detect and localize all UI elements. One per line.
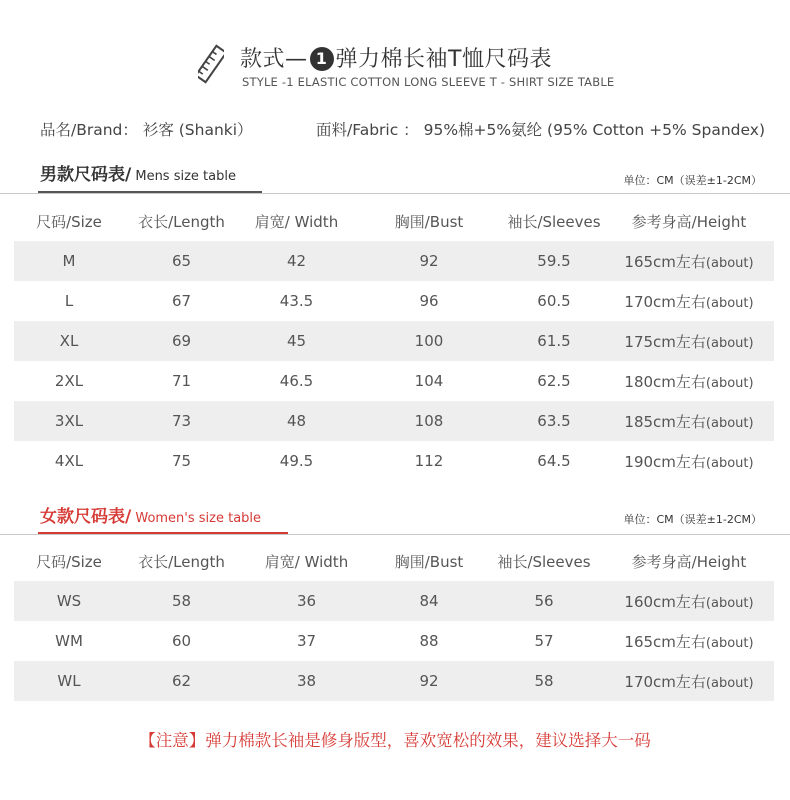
- cell-height: [604, 281, 774, 321]
- cell-width: 43.5: [279, 292, 314, 310]
- header-size: 尺码/Size: [36, 212, 102, 231]
- cell-height: [604, 661, 774, 701]
- height-value: 165cm左右: [624, 632, 706, 651]
- cell-width: 49.5: [279, 452, 314, 470]
- womens-size-table: [14, 541, 774, 701]
- cell-bust: 92: [374, 661, 484, 701]
- cell-sleeves: 64.5: [537, 452, 571, 470]
- cell-height: [604, 401, 774, 441]
- cell-size: WL: [14, 661, 124, 701]
- cell-size: M: [14, 241, 124, 281]
- cell-sleeves: 57: [534, 632, 554, 650]
- page-subtitle: STYLE -1 ELASTIC COTTON LONG SLEEVE T - SHIRT SIZE TABLE: [242, 75, 615, 89]
- height-value: 160cm左右: [624, 592, 706, 611]
- cell-bust: 84: [374, 581, 484, 621]
- height-value: 185cm左右: [624, 412, 706, 431]
- height-value: 165cm左右: [624, 252, 706, 271]
- cell-bust: 96: [419, 292, 439, 310]
- about-label: (about): [705, 635, 754, 651]
- about-label: (about): [705, 335, 754, 351]
- cell-sleeves: 59.5: [504, 241, 604, 281]
- cell-bust: 104: [414, 372, 444, 390]
- cell-sleeves: 61.5: [504, 321, 604, 361]
- cell-size: WM: [55, 632, 83, 650]
- cell-width: 42: [239, 241, 354, 281]
- about-label: (about): [705, 455, 754, 471]
- cell-width: 46.5: [279, 372, 314, 390]
- womens-divider: [0, 534, 790, 535]
- height-value: 170cm左右: [624, 672, 706, 691]
- womens-title-cn: 女款尺码表/: [40, 507, 132, 527]
- header-width: 肩宽/ Width: [254, 212, 339, 231]
- about-label: (about): [705, 675, 754, 691]
- title-prefix: 款式—: [240, 47, 308, 72]
- header-bust: 胸围/Bust: [394, 552, 464, 571]
- height-value: 170cm左右: [624, 292, 706, 311]
- table-row: [14, 361, 774, 401]
- cell-size: XL: [14, 321, 124, 361]
- mens-title-en: Mens size table: [131, 169, 236, 184]
- cell-bust: 92: [354, 241, 504, 281]
- about-label: (about): [705, 255, 754, 271]
- header-length: 衣长/Length: [138, 552, 225, 571]
- table-row: [14, 441, 774, 481]
- title-suffix: 弹力棉长袖T恤尺码表: [335, 47, 552, 72]
- cell-length: 69: [124, 321, 239, 361]
- cell-width: 37: [296, 632, 317, 650]
- height-value: 175cm左右: [624, 332, 706, 351]
- cell-bust: 112: [414, 452, 444, 470]
- table-row: [14, 401, 774, 441]
- mens-section-title: [40, 160, 236, 185]
- about-label: (about): [705, 415, 754, 431]
- cell-sleeves: 63.5: [504, 401, 604, 441]
- table-row: [14, 621, 774, 661]
- cell-height: [604, 241, 774, 281]
- cell-length: 71: [171, 372, 192, 390]
- cell-length: 62: [124, 661, 239, 701]
- cell-length: 67: [171, 292, 192, 310]
- womens-title-en: Women's size table: [131, 511, 262, 526]
- cell-size: 2XL: [54, 372, 84, 390]
- womens-unit-note: 单位：CM（误差±1-2CM）: [623, 513, 762, 526]
- title-number-badge: 1: [310, 47, 334, 71]
- cell-length: 73: [124, 401, 239, 441]
- mens-size-table: [14, 201, 774, 481]
- cell-bust: 100: [354, 321, 504, 361]
- about-label: (about): [705, 295, 754, 311]
- womens-section-title: [40, 502, 261, 527]
- header-sleeves: 袖长/Sleeves: [507, 212, 601, 231]
- table-header-row: [14, 201, 774, 241]
- table-header-row: [14, 541, 774, 581]
- table-row: [14, 661, 774, 701]
- cell-sleeves: 60.5: [537, 292, 571, 310]
- ruler-icon: [198, 44, 224, 84]
- fabric-info: 面料/Fabric ： 95%棉+5%氨纶 (95% Cotton +5% Spandex): [316, 121, 766, 139]
- cell-height: [604, 361, 774, 401]
- table-row: [14, 321, 774, 361]
- mens-title-cn: 男款尺码表/: [40, 165, 132, 185]
- table-row: [14, 241, 774, 281]
- cell-height: [604, 581, 774, 621]
- table-row: [14, 281, 774, 321]
- height-value: 190cm左右: [624, 452, 706, 471]
- about-label: (about): [705, 595, 754, 611]
- cell-bust: 88: [419, 632, 439, 650]
- height-value: 180cm左右: [624, 372, 706, 391]
- cell-width: 48: [239, 401, 354, 441]
- cell-height: [604, 321, 774, 361]
- header-bust: 胸围/Bust: [394, 212, 464, 231]
- page-title: [240, 42, 552, 73]
- table-row: [14, 581, 774, 621]
- cell-sleeves: 62.5: [537, 372, 571, 390]
- cell-length: 58: [124, 581, 239, 621]
- cell-width: 45: [239, 321, 354, 361]
- mens-divider: [0, 193, 790, 194]
- cell-height: [604, 441, 774, 481]
- cell-sleeves: 56: [484, 581, 604, 621]
- cell-width: 38: [239, 661, 374, 701]
- cell-length: 65: [124, 241, 239, 281]
- header-height: 参考身高/Height: [631, 212, 747, 231]
- header-height: 参考身高/Height: [631, 552, 747, 571]
- mens-unit-note: 单位：CM（误差±1-2CM）: [623, 174, 762, 187]
- cell-height: [604, 621, 774, 661]
- header-sleeves: 袖长/Sleeves: [497, 552, 591, 571]
- cell-size: WS: [14, 581, 124, 621]
- cell-length: 60: [171, 632, 192, 650]
- cell-sleeves: 58: [484, 661, 604, 701]
- header-length: 衣长/Length: [138, 212, 225, 231]
- cell-length: 75: [171, 452, 192, 470]
- fit-note: 【注意】弹力棉款长袖是修身版型，喜欢宽松的效果，建议选择大一码: [139, 731, 651, 750]
- brand-info: 品名/Brand： 衫客 (Shanki）: [40, 121, 253, 139]
- cell-size: 3XL: [14, 401, 124, 441]
- header-width: 肩宽/ Width: [264, 552, 349, 571]
- header-size: 尺码/Size: [36, 552, 102, 571]
- about-label: (about): [705, 375, 754, 391]
- cell-bust: 108: [354, 401, 504, 441]
- cell-width: 36: [239, 581, 374, 621]
- cell-size: L: [64, 292, 74, 310]
- cell-size: 4XL: [54, 452, 84, 470]
